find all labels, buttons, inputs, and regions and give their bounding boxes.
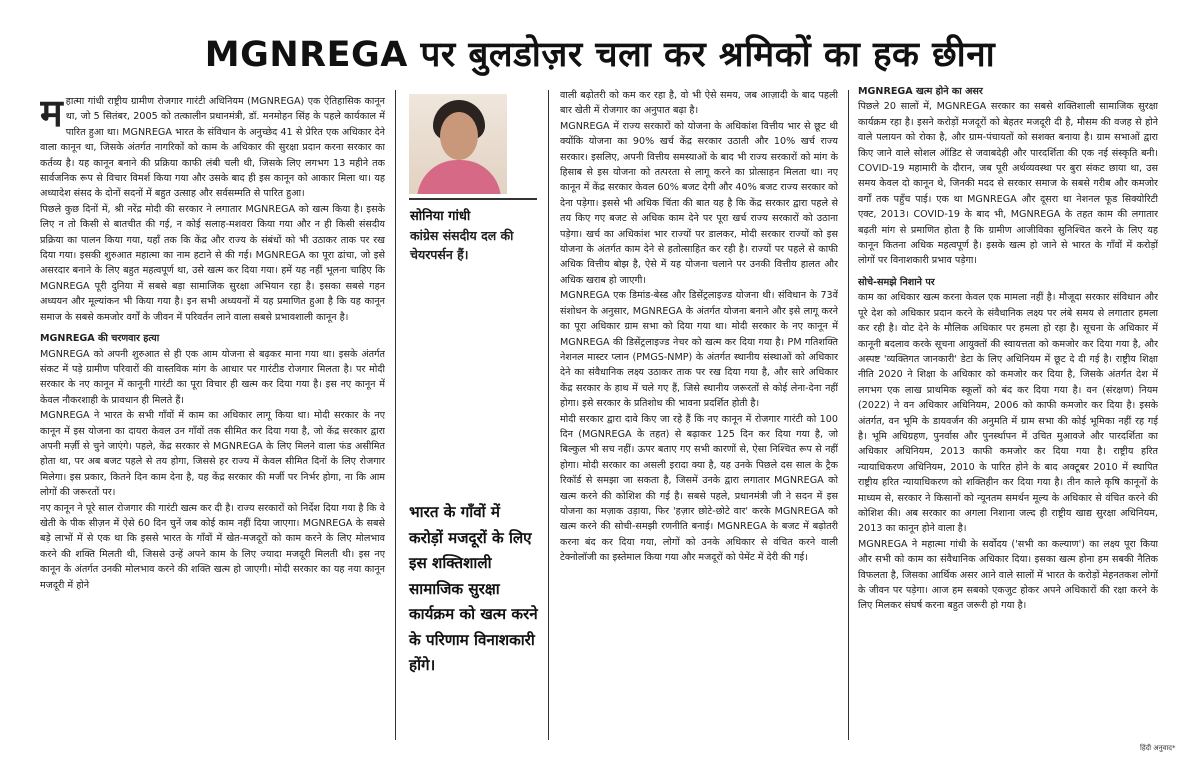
intro-text: हात्मा गांधी राष्ट्रीय ग्रामीण रोजगार गारंटी अधिनियम (MGNREGA) एक ऐतिहासिक कानून था, जो 5 सितंबर, 2005 को तत्कालीन प्रधानमंत्री, डॉ. मनमोहन सिंह के पहले कार्यकाल में पारित हुआ था। MGNREGA भारत के संविधान के अनुच्छेद 41 से प्रेरित एक अधिकार देने वाला कानून था, जिसके अंतर्गत नागरिकों को काम के अधिकार की सुरक्षा प्रदान करना सरकार का कर्तव्य है। यह कानून बनाने की प्रक्रिया काफी लंबी चली थी, जिसके लिए लगभग 13 महीने तक सार्वजनिक रूप से विचार विमर्श किया गया और उसके बाद ही इस कानून को आकार मिला था। यह अध्यादेश संसद के दोनों सदनों में बहुत उत्साह और सर्वसम्मति से पारित हुआ। [40,96,385,200]
headline: MGNREGA पर बुलडोज़र चला कर श्रमिकों का हक छीना [204,35,996,75]
paragraph: काम का अधिकार खत्म करना केवल एक मामला नहीं है। मौजूदा सरकार संविधान और पूरे देश को अधिकार प्रदान करने के संवैधानिक लक्ष्य पर लंबे समय से लगातार हमला कर रही है। वोट देने के मौलिक अधिकार पर हमला हो रहा है। सूचना के अधिकार में कानूनी बदलाव करके सूचना आयुक्तों की स्वायत्तता को कमजोर कर दिया गया है, और अस्पष्ट 'व्यक्तिगत जानकारी' डेटा के लिए अधिनियम में छूट दे दी गई है। राष्ट्रीय शिक्षा नीति 2020 ने शिक्षा के अधिकार को कमजोर कर दिया है, जिसके अंतर्गत देश में लगभग एक लाख प्राथमिक स्कूलों को बंद कर दिया गया है। वन (संरक्षण) नियम (2022) ने वन अधिकार अधिनियम, 2006 को काफी कमजोर कर दिया है। इसके अंतर्गत, वन भूमि के डायवर्जन की अनुमति में ग्राम सभा की कोई भूमिका नहीं रह गई है। भूमि अधिग्रहण, पुनर्वास और पुनर्स्थापन में उचित मुआवजे और पारदर्शिता का अधिकार अधिनियम, 2013 काफी कमजोर कर दिया गया है। राष्ट्रीय हरित न्यायाधिकरण अधिनियम, 2010 के पारित होने के बाद अक्टूबर 2010 में स्थापित राष्ट्रीय हरित न्यायाधिकरण को शक्तिहीन कर दिया गया है। तीन काले कृषि कानूनों के माध्यम से, सरकार ने किसानों को न्यूनतम समर्थन मूल्य के अधिकार से वंचित करने की कोशिश की। अब सरकार का अगला निशाना जल्द ही राष्ट्रीय खाद्य सुरक्षा अधिनियम, 2013 का कानून होने वाला है। [858,292,1158,535]
pull-quote: भारत के गाँवों में करोड़ों मजदूरों के लिए इस शक्तिशाली सामाजिक सुरक्षा कार्यक्रम को खत्म करने के परिणाम विनाशकारी होंगे। [409,503,538,674]
drop-cap: म [40,94,63,135]
section-heading: सोचे-समझे निशाने पर [858,276,935,288]
paragraph: मोदी सरकार द्वारा दावे किए जा रहे हैं कि नए कानून में रोजगार गारंटी को 100 दिन (MGNREGA के तहत) से बढ़ाकर 125 दिन कर दिया गया है, जो बिल्कुल भी सच नहीं। ऊपर बताए गए सभी कारणों से, ऐसा निश्चित रूप से नहीं होगा। मोदी सरकार का असली इरादा क्या है, यह उनके पिछले दस साल के ट्रैक रिकॉर्ड से समझा जा सकता है, जिसमें उनके द्वारा लगातार MGNREGA को खत्म करने की कोशिश की गई है। सबसे पहले, प्रधानमंत्री जी ने सदन में इस योजना का मज़ाक उड़ाया, फिर 'हज़ार छोटे-छोटे वार' करके MGNREGA को खत्म करने की सोची-समझी रणनीति बनाई। MGNREGA के बजट में बढ़ोतरी करना बंद कर दिया गया, लोगों को उनके अधिकार से वंचित करने वाली टेक्नोलॉजी का इस्तेमाल किया गया और मजदूरों को पेमेंट में देरी की गई। [560,413,838,564]
paragraph: पिछले 20 सालों में, MGNREGA सरकार का सबसे शक्तिशाली सामाजिक सुरक्षा कार्यक्रम रहा है। इसने करोड़ों मजदूरों को बेहतर मजदूरी दी है, मौसम की वजह से होने वाले पलायन को रोका है, और ग्राम-पंचायतों को सशक्त बनाया है। ग्राम सभाओं द्वारा किए जाने वाले सोशल ऑडिट से जवाबदेही और पारदर्शिता की एक नई संस्कृति बनी। COVID-19 महामारी के दौरान, जब पूरी अर्थव्यवस्था पर बुरा संकट छाया था, उस समय केवल दो कानून थे, जिनकी मदद से सरकार समाज के सबसे गरीब और कमजोर वर्गों तक पहुँच पाई। एक था MGNREGA और दूसरा था नेशनल फूड सिक्योरिटी एक्ट, 2013। COVID-19 के बाद भी, MGNREGA के तहत काम की लगातार बढ़ती मांग से प्रमाणित होता है कि ग्रामीण आजीविका सुनिश्चित करने के लिए यह कानून कितना अधिक महत्वपूर्ण है। इसके खत्म हो जाने से भारत के गाँवों में करोड़ों लोगों पर विनाशकारी प्रभाव पड़ेगा। [858,101,1158,267]
paragraph: MGNREGA ने महात्मा गांधी के सर्वोदय ('सभी का कल्याण') का लक्ष्य पूरा किया और सभी को काम का संवैधानिक अधिकार दिया। इसका खत्म होना हम सबकी नैतिक विफलता है, जिसका आर्थिक असर आने वाले सालों में भारत के करोड़ों मेहनतकश लोगों के जीवन पर पड़ेगा। आज हम सबको एकजुट होकर अपने अधिकारों की रक्षा करने के लिए मिलकर संघर्ष करना बहुत जरूरी हो गया है। [858,538,1158,612]
article-column-4 [858,84,1158,740]
section-heading: MGNREGA की चरणवार हत्या [40,333,160,345]
paragraph: नए कानून ने पूरे साल रोजगार की गारंटी खत्म कर दी है। राज्य सरकारों को निर्देश दिया गया है कि वे खेती के पीक सीज़न में ऐसे 60 दिन चुनें जब कोई काम नहीं दिया जाएगा। MGNREGA के सबसे बड़े लाभों में से एक था कि इससे भारत के गाँवों में खेत-मजदूरों को काम करने के लिए मोलभाव करने की शक्ति मिलती थी, जिससे उन्हें अपने काम के लिए ज्यादा मजदूरी मिलती थी। इस नए कानून के अंतर्गत उनकी मोलभाव करने की शक्ति खत्म हो जाएगी। मोदी सरकार का यह नया कानून मजदूरी में होने [40,502,385,591]
author-designation: कांग्रेस संसदीय दल की चेयरपर्सन हैं। [410,228,514,262]
author-photo [409,94,507,194]
paragraph: MGNREGA एक डिमांड-बेस्ड और डिसेंट्रलाइज्ड योजना थी। संविधान के 73वें संशोधन के अनुसार, MGNREGA के अंतर्गत योजना बनाने और इसे लागू करने का पूरा अधिकार ग्राम सभा को दिया गया था। मोदी सरकार के नए कानून में MGNREGA की डिसेंट्रलाइज्ड नेचर को खत्म कर दिया गया है। PM गतिशक्ति नेशनल मास्टर प्लान (PMGS-NMP) के अंतर्गत स्थानीय संस्थाओं को अधिकार देने का संवैधानिक लक्ष्य उठाकर ताक पर रख दिया गया है, और सारे अधिकार केंद्र सरकार के हाथ में चले गए हैं, जिसे स्थानीय जरूरतों से कोई लेना-देना नहीं होगा। इसे सरकार के प्रतिशोध की भावना प्रदर्शित होती है। [560,290,838,410]
column-divider-2 [548,90,549,740]
column-divider-1 [395,90,396,740]
paragraph: MGNREGA ने भारत के सभी गाँवों में काम का अधिकार लागू किया था। मोदी सरकार के नए कानून में इस योजना का दायरा केवल उन गाँवों तक सीमित कर दिया गया है, जो केंद्र सरकार द्वारा अपनी मर्ज़ी से चुने जाएंगे। पहले, केंद्र सरकार से MGNREGA के लिए मिलने वाला फंड असीमित होता था, पर अब बजट पहले से तय होगा, जिससे हर राज्य में केवल सीमित दिनों के लिए रोजगार मिलेगा। इस प्रकार, कितने दिन काम देना है, यह केंद्र सरकार की मर्जी पर निर्भर होगा, ना कि आम लोगों की जरूरतों पर। [40,410,385,499]
intro-paragraph [40,94,385,202]
section-heading: MGNREGA खत्म होने का असर [858,86,983,97]
article-column-3 [560,88,838,740]
photo-sari [417,160,501,194]
paragraph: वाली बढ़ोतरी को कम कर रहा है, वो भी ऐसे समय, जब आज़ादी के बाद पहली बार खेती में रोजगार का अनुपात बढ़ा है। [560,90,838,117]
translation-note: हिंदी अनुवाद* [1140,744,1176,752]
paragraph: पिछले कुछ दिनों में, श्री नरेंद्र मोदी की सरकार ने लगातार MGNREGA को खत्म किया है। इसके लिए न तो किसी से बातचीत की गई, न कोई सलाह-मशवरा किया गया और न ही किसी संसदीय प्रक्रिया का पालन किया गया, यहाँ तक कि केंद्र और राज्य के संबंधों को भी उठाकर ताक पर रख दिया गया। इसकी शुरुआत महात्मा का नाम हटाने से की गई। MGNREGA का पूरा ढांचा, जो इसे असरदार बनाने के लिए बहुत महत्वपूर्ण था, उसे खत्म कर दिया गया। हमें यह नहीं भूलना चाहिए कि MGNREGA पूरी दुनिया में सबसे बड़ा सामाजिक सुरक्षा अभियान रहा है। इसका सबसे गहन अध्ययन और मूल्यांकन भी किया गया है। इन सभी अध्ययनों में यह प्रमाणित हुआ है कि यह कानून समाज के सबसे कमजोर वर्गों के जीवन में परिवर्तन लाने वाला सबसे प्रभावशाली कानून है। [40,203,385,323]
author-name: सोनिया गांधी [410,209,471,224]
photo-face [440,112,478,160]
paragraph: MGNREGA को अपनी शुरुआत से ही एक आम योजना से बढ़कर माना गया था। इसके अंतर्गत संकट में पड़े ग्रामीण परिवारों की वास्तविक मांग के आधार पर गारंटीड रोजगार मिलता है। पर मोदी सरकार के नए कानून में कानूनी गारंटी का पूरा विचार ही खत्म कर दिया गया है। इस नए कानून में केवल नौकरशाही के प्रावधान ही मिलते हैं। [40,348,385,406]
column-divider-3 [848,90,849,740]
author-rule [409,198,537,200]
paragraph: MGNREGA में राज्य सरकारों को योजना के अधिकांश वित्तीय भार से छूट थी क्योंकि योजना का 90% खर्च केंद्र सरकार उठाती और 10% खर्च राज्य सरकार। इसलिए, अपनी वित्तीय समस्याओं के बाद भी राज्य सरकारों को मांग के हिसाब से इस योजना को तत्परता से लागू करने का प्रोत्साहन मिलता था। नए कानून में केंद्र सरकार केवल 60% बजट देगी और 40% बजट राज्य सरकार को देना पड़ेगा। इससे भी अधिक चिंता की बात यह है कि केंद्र सरकार द्वारा पहले से तय किए गए बजट से अधिक काम देने पर पूरा खर्च राज्य सरकारों को उठाना पड़ेगा। खर्च का अधिकांश भार राज्यों पर डालकर, मोदी सरकार राज्यों को इस योजना के अंतर्गत काम देने से हतोत्साहित कर रही है। राज्यों पर पहले से काफी अधिक वित्तीय बोझ है, ऐसे में यह योजना चलाने पर उनकी वित्तीय हालत और अधिक खराब हो जाएगी। [560,120,838,286]
article-column-1 [40,94,385,740]
